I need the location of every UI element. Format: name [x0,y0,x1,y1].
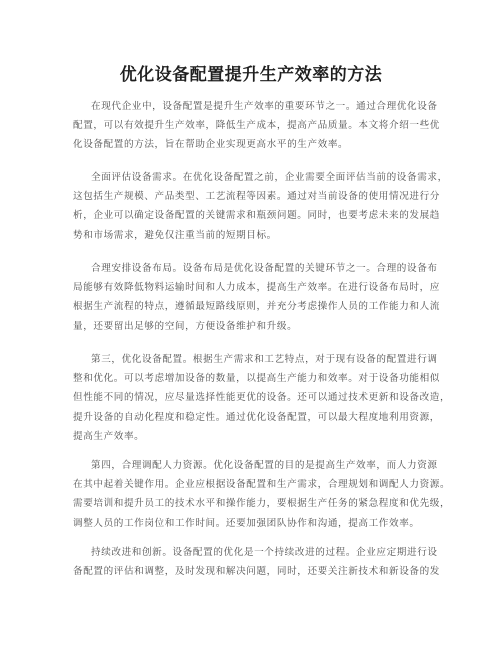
document-title: 优化设备配置提升生产效率的方法 [119,65,383,85]
paragraph-line: 合理安排设备布局。设备布局是优化设备配置的关键环节之一。合理的设备布 [91,263,438,274]
paragraph-optimize-config [73,350,451,446]
paragraph-line: 全面评估设备需求。在优化设备配置之前，企业需要全面评估当前的设备需求， [91,172,448,183]
paragraph-layout [73,259,440,336]
paragraph-line: 析，企业可以确定设备配置的关键需求和瓶颈问题。同时，也要考虑未来的发展趋 [73,210,440,222]
paragraph-assess-needs [73,168,448,245]
paragraph-continuous-improvement [73,543,440,581]
paragraph-line: 持续改进和创新。设备配置的优化是一个持续改进的过程。企业应定期进行设 [91,547,438,558]
paragraph-line: 势和市场需求，避免仅注重当前的短期目标。 [73,229,277,241]
paragraph-line: 整和优化。可以考虑增加设备的数量，以提高生产能力和效率。对于设备功能相似 [73,373,440,385]
paragraph-line: 在现代企业中，设备配置是提升生产效率的重要环节之一。通过合理优化设备 [91,101,438,112]
paragraph-line: 在其中起着关键作用。企业应根据设备配置和生产需求，合理规划和调配人力资源。 [73,479,451,491]
paragraph-line: 调整人员的工作岗位和工作时间。还要加强团队协作和沟通，提高工作效率。 [73,517,420,529]
paragraph-line: 提升设备的自动化程度和稳定性。通过优化设备配置，可以最大程度地利用资源， [73,411,440,423]
paragraph-line: 提高生产效率。 [73,430,145,442]
paragraph-line: 这包括生产规模、产品类型、工艺流程等因素。通过对当前设备的使用情况进行分 [73,191,440,203]
paragraph-line: 第三，优化设备配置。根据生产需求和工艺特点，对于现有设备的配置进行调 [91,354,438,365]
paragraph-line: 局能够有效降低物料运输时间和人力成本，提高生产效率。在进行设备布局时，应 [73,282,440,294]
paragraph-human-resources [73,456,451,533]
paragraph-line: 第四，合理调配人力资源。优化设备配置的目的是提高生产效率，而人力资源 [91,460,438,471]
paragraph-intro [73,97,440,155]
paragraph-line: 但性能不同的情况，应尽量选择性能更优的设备。还可以通过技术更新和设备改造， [73,392,451,404]
paragraph-line: 配置，可以有效提升生产效率，降低生产成本，提高产品质量。本文将介绍一些优 [73,120,440,132]
paragraph-line: 量，还要留出足够的空间，方便设备维护和升级。 [73,320,298,332]
paragraph-line: 化设备配置的方法，旨在帮助企业实现更高水平的生产效率。 [73,139,349,151]
paragraph-line: 需要培训和提升员工的技术水平和操作能力，要根据生产任务的紧急程度和优先级， [73,498,451,510]
paragraph-line: 根据生产流程的特点，遵循最短路线原则，并充分考虑操作人员的工作能力和人流 [73,301,440,313]
paragraph-line: 备配置的评估和调整，及时发现和解决问题，同时，还要关注新技术和新设备的发 [73,566,440,578]
